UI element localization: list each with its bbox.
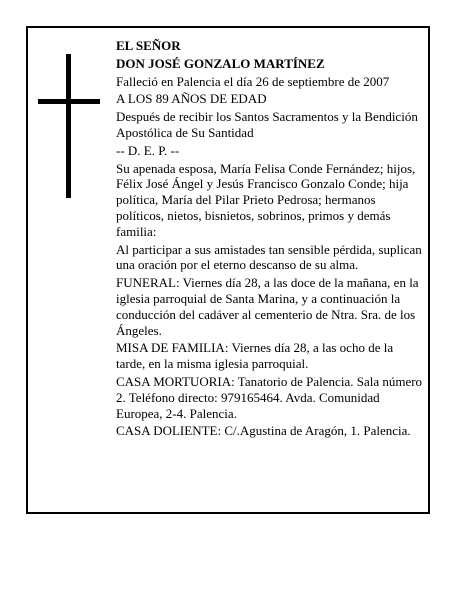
rip: -- D. E. P. -- [116,142,180,158]
heading-title: EL SEÑOR [116,38,181,53]
cross-icon [38,54,100,198]
funeral-info: FUNERAL: Viernes día 28, a las doce de la mañana, en la iglesia parroquial de Santa Marina, y a continuación la conducción del cadáver al cementerio de Ntra. Sra. de los Ángeles. [116,275,419,338]
family-mass-info: MISA DE FAMILIA: Viernes día 28, a las ocho de la tarde, en la misma iglesia parroquial. [116,340,394,372]
cross-vertical-bar [66,54,71,198]
family: Su apenada esposa, María Felisa Conde Fernández; hijos, Félix José Ángel y Jesús Francisco Gonzalo Conde; hija política, María del Pilar Prieto Pedrosa; hermanos políticos, nietos, bisnietos, sobrinos, primos y demás familia: [116,160,416,239]
mourning-home-info: CASA DOLIENTE: C/.Agustina de Aragón, 1. Palencia. [116,423,411,439]
obituary-text [116,38,424,441]
age: A LOS 89 AÑOS DE EDAD [116,91,267,107]
death-date: Falleció en Palencia el día 26 de septiembre de 2007 [116,73,390,89]
heading-name: DON JOSÉ GONZALO MARTÍNEZ [116,55,325,71]
sacraments: Después de recibir los Santos Sacramentos y la Bendición Apostólica de Su Santidad [116,109,418,140]
mortuary-info: CASA MORTUORIA: Tanatorio de Palencia. Sala número 2. Teléfono directo: 979165464. Avda. Comunidad Europea, 2-4. Palencia. [116,373,423,421]
cross-horizontal-bar [38,99,100,104]
prayer-request: Al participar a sus amistades tan sensible pérdida, suplican una oración por el eterno descanso de su alma. [116,241,422,273]
obituary-frame [26,26,430,514]
